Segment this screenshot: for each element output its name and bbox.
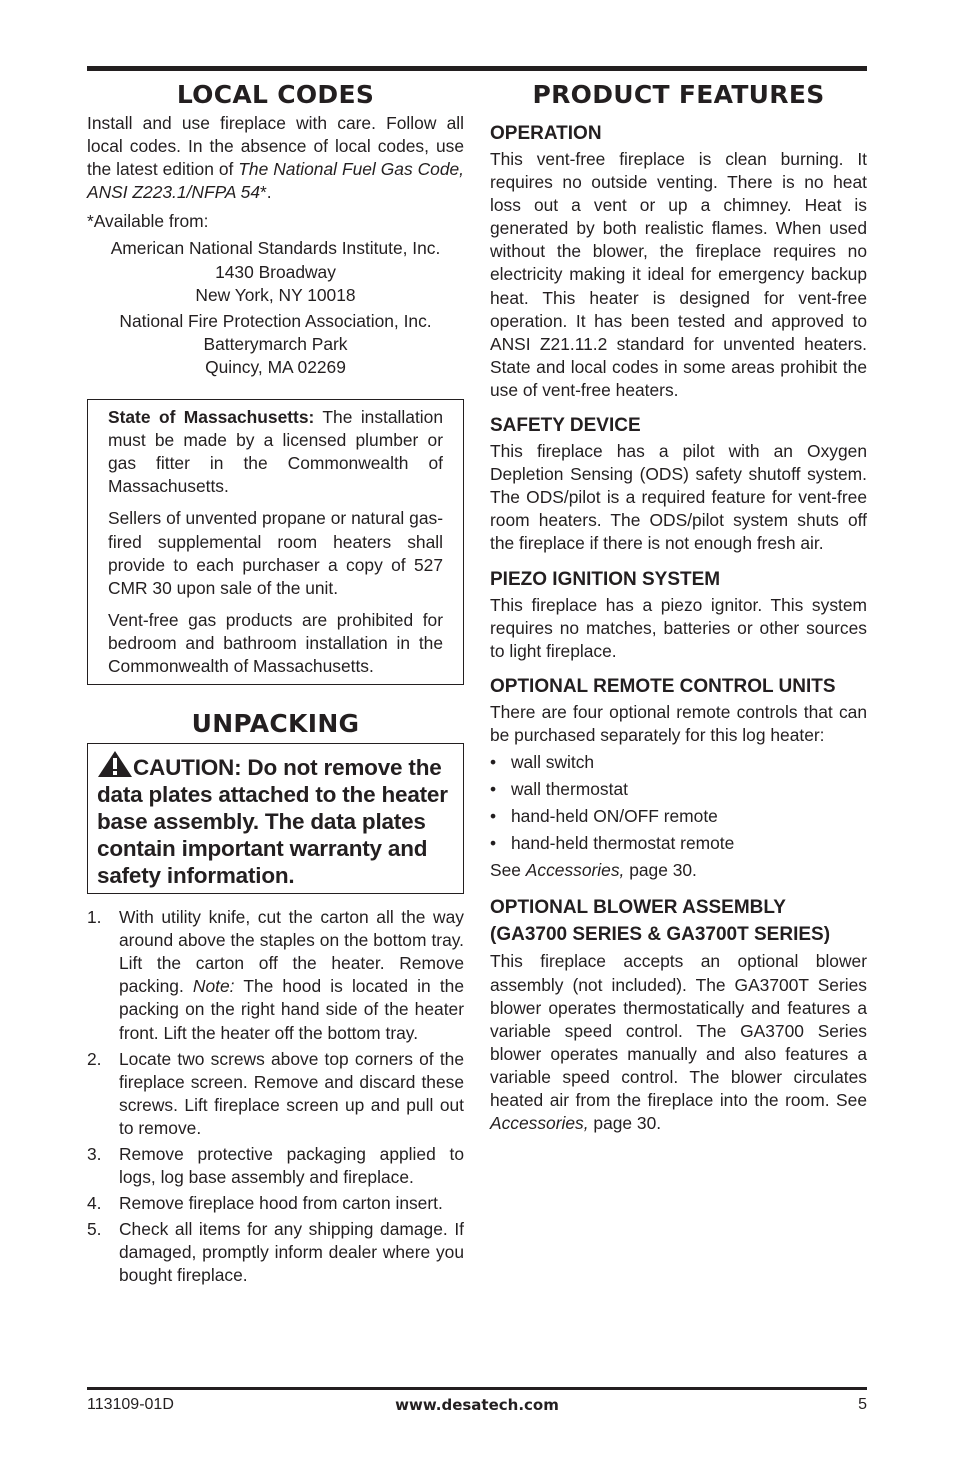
warning-triangle-icon xyxy=(97,750,133,778)
left-column xyxy=(87,78,464,1291)
blower-text xyxy=(490,950,867,1135)
mass-notice-p3: Vent-free gas products are prohibited for bedroom and bathroom installation in the Commonwealth of Massachusetts. xyxy=(108,609,443,676)
caution-text: CAUTION: Do not remove the data plates attached to the heater base assembly. The data plates contain important warranty and safety information. xyxy=(97,755,448,889)
address-line: Batterymarch Park xyxy=(203,333,348,354)
operation-text: This vent-free fireplace is clean burning. It requires no outside venting. There is no heat loss out a vent or up a chimney. Heat is generated by both realistic flames. When used without the blower, the fireplace requires no electricity making it ideal for emergency backup heat. This heater is designed for vent-free operation. It has been tested and approved to ANSI Z21.11.2 standard for unvented heaters. State and local codes in some areas prohibit the use of vent-free heaters. xyxy=(490,149,867,400)
step-text: Remove fireplace hood from carton insert. xyxy=(119,1193,443,1214)
operation-title: OPERATION xyxy=(490,123,602,144)
safety-title: SAFETY DEVICE xyxy=(490,415,641,437)
massachusetts-notice-box xyxy=(87,399,464,685)
remote-list xyxy=(490,751,867,855)
list-item-text: hand-held ON/OFF remote xyxy=(511,806,718,827)
safety-text: This fireplace has a pilot with an Oxygen Depletion Sensing (ODS) safety shutoff system. The ODS/pilot is a required feature for vent-free room heaters. The ODS/pilot system shuts off the fireplace if there is not enough fresh air. xyxy=(490,441,867,554)
step-text: Locate two screws above top corners of the fireplace screen. Remove and discard these screws. Lift fireplace screen up and pull out to remove. xyxy=(119,1048,464,1138)
remote-see-also xyxy=(490,859,867,882)
doc-number: 113109-01D xyxy=(87,1396,174,1413)
step-text xyxy=(119,906,464,1045)
caution-text-block xyxy=(97,750,455,889)
list-item xyxy=(87,1218,464,1287)
list-item xyxy=(490,832,867,855)
footer-rule xyxy=(87,1387,867,1390)
list-item xyxy=(87,906,464,1045)
list-item-text: wall thermostat xyxy=(511,779,628,800)
right-column xyxy=(490,78,867,1135)
mass-notice-p1 xyxy=(108,406,443,498)
page-number: 5 xyxy=(858,1396,867,1413)
step-number: 3. xyxy=(87,1144,102,1164)
caution-box xyxy=(87,743,464,894)
website-url: www.desatech.com xyxy=(395,1396,559,1414)
blower-body: This fireplace accepts an optional blower assembly (not included). The GA3700T Series blower operates thermostatically and features a variable speed control. The GA3700 Series blower operates manually and also features a variable speed control. The blower circulates heated air from the fireplace into the room. See xyxy=(490,951,867,1110)
list-item xyxy=(490,751,867,774)
step-text-a: With utility knife, cut the carton all the way around above the staples on the bottom tray. Lift the carton off the heater. Remove packing. xyxy=(119,907,464,997)
accessories-ref: Accessories, xyxy=(525,860,625,881)
list-item xyxy=(87,1048,464,1140)
page-ref: page 30. xyxy=(624,860,697,881)
piezo-text: This fireplace has a piezo ignitor. This system requires no matches, batteries or other sources to light fireplace. xyxy=(490,594,867,661)
unpacking-steps xyxy=(87,906,464,1288)
list-item-text: wall switch xyxy=(511,751,595,772)
address-line: Quincy, MA 02269 xyxy=(205,356,346,377)
step-number: 5. xyxy=(87,1219,102,1240)
accessories-ref: Accessories, xyxy=(490,1113,589,1134)
intro-code-title: The National Fuel Gas Code, ANSI Z223.1/NFPA 54 xyxy=(87,159,464,203)
product-features-heading: PRODUCT FEATURES xyxy=(532,80,825,109)
step-text: Remove protective packaging applied to logs, log base assembly and fireplace. xyxy=(119,1144,464,1188)
blower-title: OPTIONAL BLOWER ASSEMBLY (GA3700 SERIES & GA3700T SERIES) xyxy=(490,897,831,946)
mass-notice-label: State of Massachusetts: xyxy=(108,407,315,428)
list-item xyxy=(490,805,867,828)
step-note-label: Note: xyxy=(192,976,235,997)
remote-title: OPTIONAL REMOTE CONTROL UNITS xyxy=(490,675,836,697)
step-number: 2. xyxy=(87,1048,102,1069)
intro-asterisk: *. xyxy=(260,182,272,203)
list-item xyxy=(87,1192,464,1215)
see-text: See xyxy=(490,860,526,881)
address-line: American National Standards Institute, Inc. xyxy=(110,238,441,259)
remote-text: There are four optional remote controls that can be purchased separately for this log heater: xyxy=(490,701,867,745)
bullet: • xyxy=(490,806,497,827)
mass-notice-text: The installation must be made by a licensed plumber or gas fitter in the Commonwealth of Massachusetts. xyxy=(108,407,443,497)
top-rule xyxy=(87,66,867,71)
address-line: 1430 Broadway xyxy=(215,261,336,282)
piezo-title: PIEZO IGNITION SYSTEM xyxy=(490,568,721,590)
bullet: • xyxy=(490,779,497,800)
bullet: • xyxy=(490,751,497,772)
available-from: *Available from: xyxy=(87,211,209,232)
address-ansi xyxy=(87,237,464,306)
list-item xyxy=(87,1143,464,1189)
address-line: New York, NY 10018 xyxy=(195,284,356,305)
local-codes-heading: LOCAL CODES xyxy=(176,80,375,109)
step-text: Check all items for any shipping damage. If damaged, promptly inform dealer where you bought fireplace. xyxy=(119,1219,464,1286)
step-text-b: The hood is located in the packing on the right hand side of the heater front. Lift the heater off the bottom tray. xyxy=(119,976,464,1043)
intro-text: Install and use fireplace with care. Follow all local codes. In the absence of local codes, use the latest edition of xyxy=(87,113,464,180)
step-number: 4. xyxy=(87,1193,102,1214)
mass-notice-p2: Sellers of unvented propane or natural gas-fired supplemental room heaters shall provide to each purchaser a copy of 527 CMR 30 upon sale of the unit. xyxy=(108,508,443,598)
step-number: 1. xyxy=(87,907,102,928)
bullet: • xyxy=(490,833,497,854)
address-line: National Fire Protection Association, Inc. xyxy=(119,310,432,331)
list-item-text: hand-held thermostat remote xyxy=(511,833,735,854)
local-codes-intro xyxy=(87,112,464,204)
page-ref: page 30. xyxy=(588,1113,662,1134)
unpacking-heading: UNPACKING xyxy=(191,709,360,739)
address-nfpa xyxy=(87,310,464,379)
list-item xyxy=(490,778,867,801)
